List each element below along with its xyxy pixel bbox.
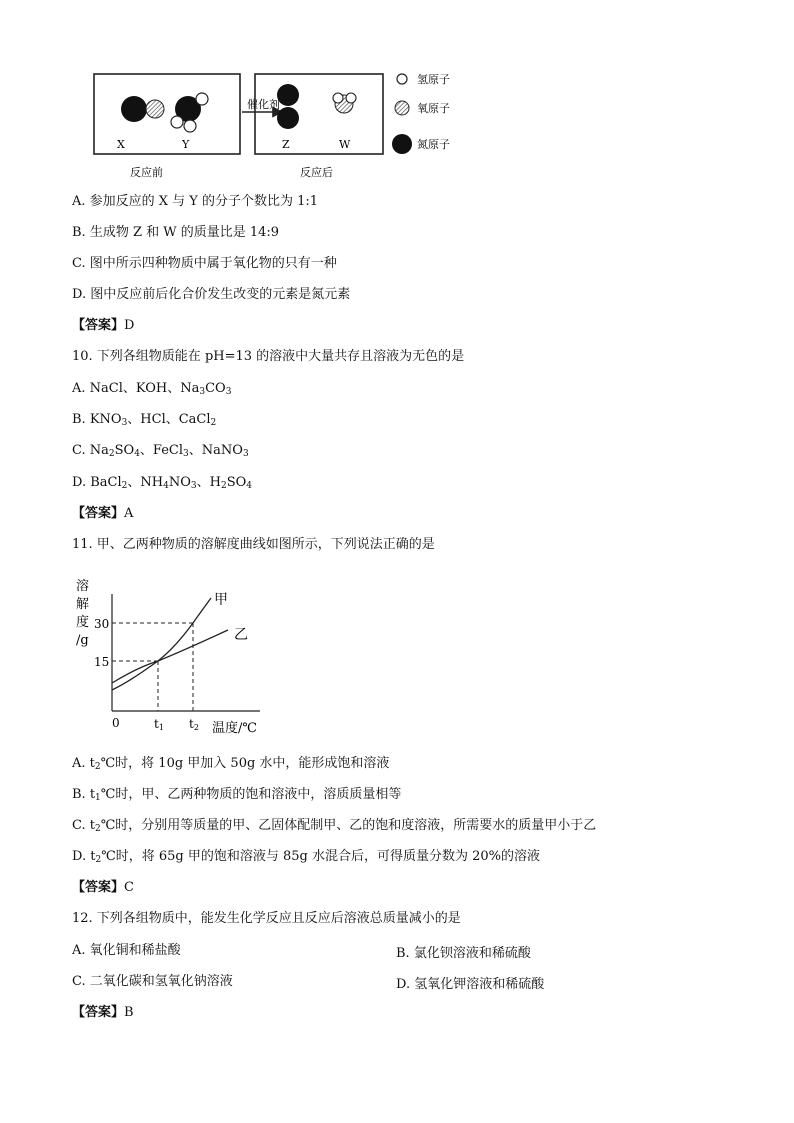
q11-option-d: D. $t_2℃$时，将 65g 甲的饱和溶液与 85g 水混合后，可得质量分数为 20%的溶液 <box>72 849 541 865</box>
x-tick-t2: t2 <box>189 717 199 732</box>
molecule-y <box>171 93 208 132</box>
hydrogen-legend-icon <box>397 74 407 84</box>
q10-option-a: A. NaCl、KOH、$Na_3CO_3$ <box>72 381 232 397</box>
molecule-z <box>277 84 299 129</box>
q10-option-b: B. $KNO_3$、HCl、CaCl$_2$ <box>72 412 217 428</box>
q10-stem: 10. 下列各组物质能在 pH=13 的溶液中大量共存且溶液为无色的是 <box>72 349 465 364</box>
origin-label: 0 <box>112 716 120 730</box>
q11-option-c: C. $t_2℃$时，分别用等质量的甲、乙固体配制甲、乙的饱和度溶液，所需要水的质量甲小于乙 <box>72 818 597 834</box>
q9-answer: 【答案】D <box>72 318 135 333</box>
q9-option-a: A. 参加反应的 X 与 Y 的分子个数比为 1:1 <box>72 194 319 209</box>
label-z: Z <box>282 138 290 151</box>
y-label-2: 解 <box>76 597 90 612</box>
q12-option-d: D. 氢氧化钾溶液和稀硫酸 <box>396 977 545 992</box>
reaction-diagram <box>90 64 470 184</box>
q11-option-a: A. $t_2℃$时，将 10g 甲加入 50g 水中，能形成饱和溶液 <box>72 756 390 772</box>
q11-option-b: B. $t_1℃$时，甲、乙两种物质的饱和溶液中，溶质质量相等 <box>72 787 402 803</box>
oxygen-legend-icon <box>395 101 409 115</box>
q10-answer: 【答案】A <box>72 506 134 521</box>
x-axis-label: 温度/℃ <box>212 721 257 736</box>
q12-answer: 【答案】B <box>72 1005 134 1020</box>
series-yi-label: 乙 <box>234 627 248 643</box>
q12-option-b: B. 氯化钡溶液和稀硫酸 <box>396 946 531 961</box>
label-y: Y <box>182 138 190 151</box>
q11-answer: 【答案】C <box>72 880 134 895</box>
q9-option-d: D. 图中反应前后化合价发生改变的元素是氮元素 <box>72 287 351 302</box>
before-label: 反应前 <box>130 166 163 179</box>
label-x: X <box>117 138 125 151</box>
after-label: 反应后 <box>300 166 333 179</box>
after-box <box>255 74 383 154</box>
solubility-chart <box>70 572 270 742</box>
q10-option-c: C. $Na_2SO_4$、FeCl$_3$、NaNO$_3$ <box>72 443 249 459</box>
catalyst-label: 催化剂 <box>247 98 280 111</box>
y-label-1: 溶 <box>76 579 90 594</box>
q12-option-c: C. 二氧化碳和氢氧化钠溶液 <box>72 974 233 989</box>
y-label-4: /g <box>76 633 89 648</box>
molecule-x <box>121 96 164 122</box>
y-tick-30: 30 <box>94 617 110 631</box>
q12-option-a: A. 氧化铜和稀盐酸 <box>72 943 181 958</box>
q12-stem: 12. 下列各组物质中，能发生化学反应且反应后溶液总质量减小的是 <box>72 911 461 926</box>
series-yi-curve <box>112 630 228 683</box>
y-label-3: 度 <box>76 615 90 630</box>
y-tick-15: 15 <box>94 655 110 669</box>
x-tick-t1: t1 <box>154 717 164 732</box>
legend-hydrogen: 氢原子 <box>417 73 450 86</box>
molecule-w <box>333 93 356 113</box>
before-box <box>94 74 240 154</box>
nitrogen-legend-icon <box>392 134 412 154</box>
legend-nitrogen: 氮原子 <box>417 138 450 151</box>
q9-option-c: C. 图中所示四种物质中属于氧化物的只有一种 <box>72 256 337 271</box>
legend-oxygen: 氧原子 <box>417 102 450 115</box>
series-jia-label: 甲 <box>214 592 228 608</box>
q11-stem: 11. 甲、乙两种物质的溶解度曲线如图所示，下列说法正确的是 <box>72 537 435 552</box>
label-w: W <box>339 138 351 151</box>
q9-option-b: B. 生成物 Z 和 W 的质量比是 14:9 <box>72 225 280 240</box>
q10-option-d: D. BaCl$_2$、$NH_4NO_3$、$H_2SO_4$ <box>72 475 252 491</box>
